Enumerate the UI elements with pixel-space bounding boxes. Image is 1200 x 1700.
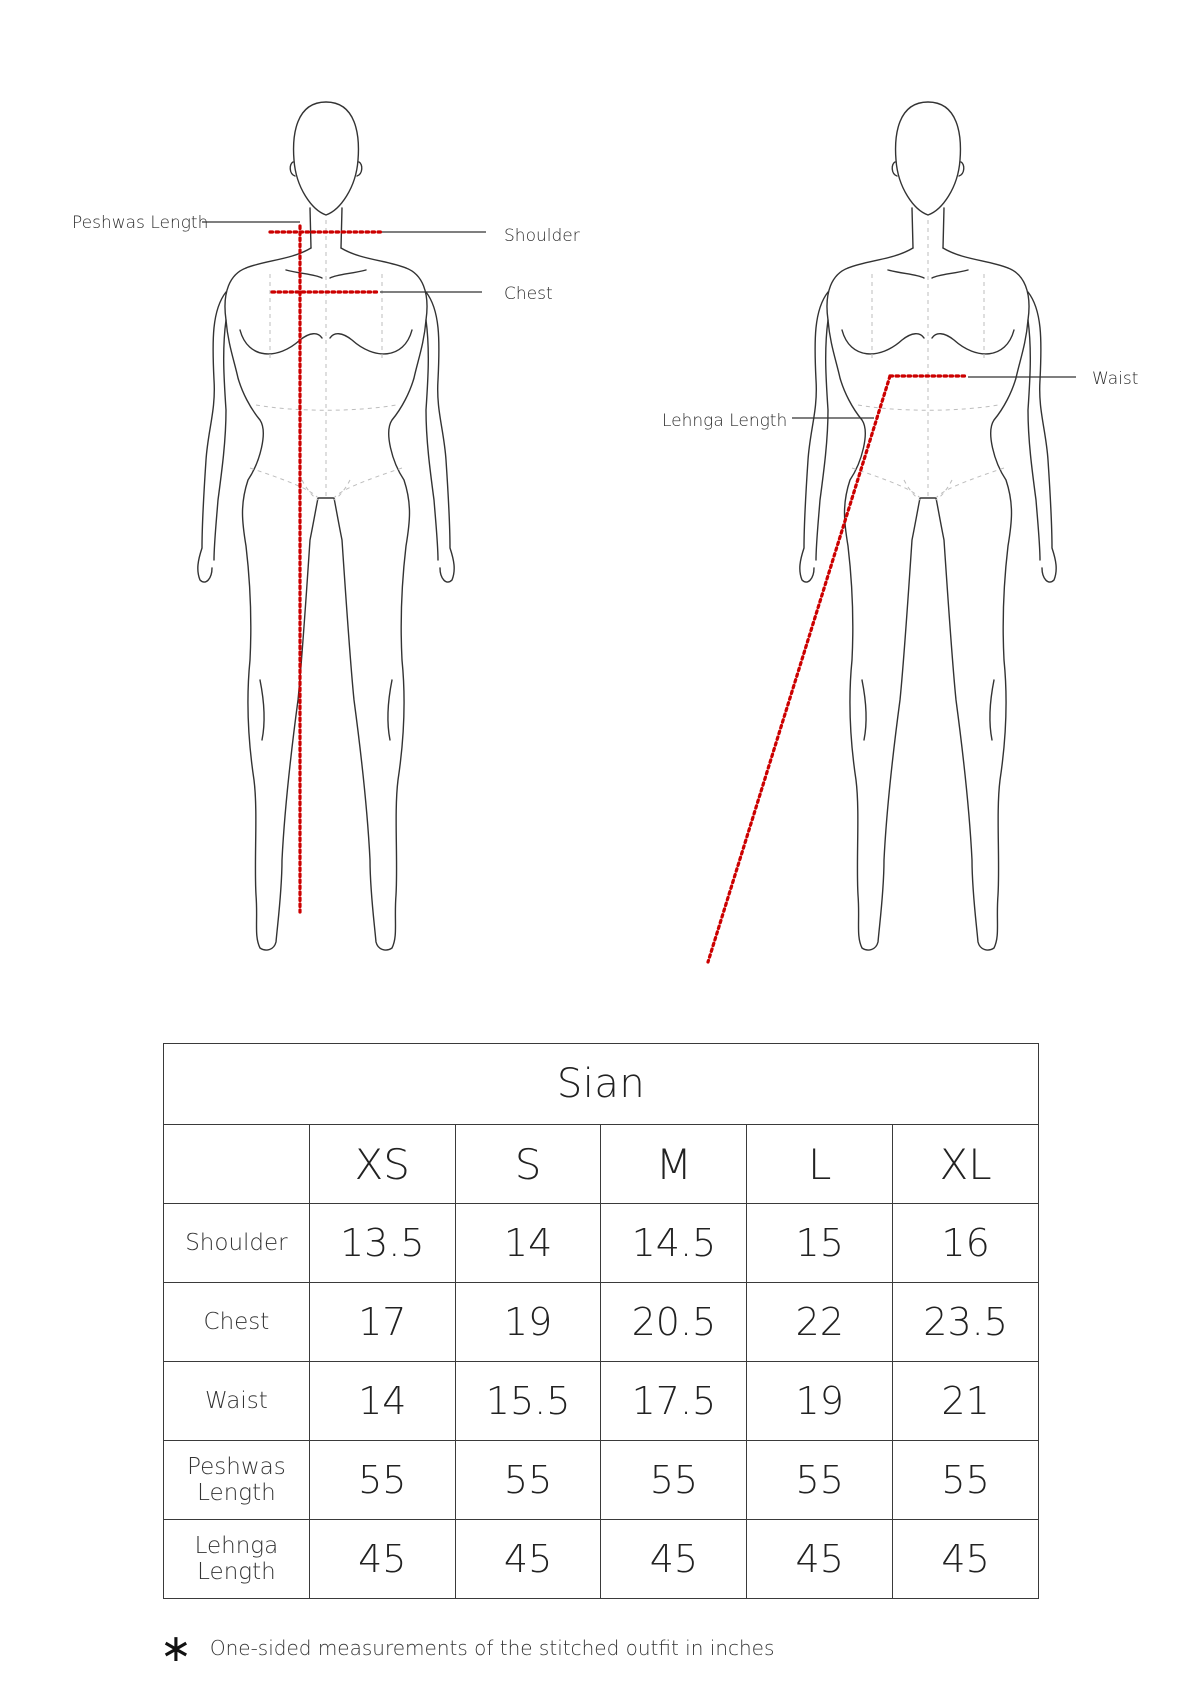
table-cell: 45 (893, 1520, 1039, 1599)
front-figure-right (800, 102, 1056, 950)
table-cell: 55 (601, 1441, 747, 1520)
table-cell: 14.5 (601, 1204, 747, 1283)
table-row-chest (164, 1283, 1039, 1362)
waist-label: Waist (1092, 369, 1139, 389)
table-cell: 20.5 (601, 1283, 747, 1362)
table-cell: 55 (309, 1441, 455, 1520)
size-header-xl: XL (893, 1125, 1039, 1204)
measurement-lines (270, 226, 968, 962)
table-cell: 16 (893, 1204, 1039, 1283)
chest-label: Chest (504, 284, 553, 304)
front-figure-left (198, 102, 454, 950)
table-row-lehnga-length (164, 1520, 1039, 1599)
table-cell: 55 (455, 1441, 601, 1520)
table-cell: 22 (747, 1283, 893, 1362)
row-label-chest (164, 1283, 310, 1362)
size-header-l: L (747, 1125, 893, 1204)
shoulder-label: Shoulder (504, 226, 580, 246)
table-row-peshwas-length (164, 1441, 1039, 1520)
table-cell: 15.5 (455, 1362, 601, 1441)
table-cell: 55 (893, 1441, 1039, 1520)
lehnga-length-line (708, 376, 890, 962)
table-cell: 14 (455, 1204, 601, 1283)
row-label-waist (164, 1362, 310, 1441)
table-cell: 13.5 (309, 1204, 455, 1283)
table-cell: 55 (747, 1441, 893, 1520)
table-title: Sian (164, 1044, 1039, 1125)
row-label-text: Length (197, 1559, 276, 1585)
row-label-text: Shoulder (185, 1230, 288, 1256)
row-label-text: Waist (205, 1388, 268, 1414)
size-chart-table (163, 1043, 1039, 1599)
table-cell: 19 (455, 1283, 601, 1362)
footnote (160, 1628, 774, 1668)
table-row-shoulder (164, 1204, 1039, 1283)
row-label-peshwas-length (164, 1441, 310, 1520)
peshwas-length-label: Peshwas Length (72, 213, 209, 233)
lehnga-length-label: Lehnga Length (662, 411, 788, 431)
table-cell: 15 (747, 1204, 893, 1283)
size-header-xs: XS (309, 1125, 455, 1204)
table-cell: 45 (601, 1520, 747, 1599)
table-cell: 45 (455, 1520, 601, 1599)
table-cell: 45 (309, 1520, 455, 1599)
row-label-lehnga-length (164, 1520, 310, 1599)
asterisk-icon: ∗ (160, 1626, 192, 1670)
table-cell: 23.5 (893, 1283, 1039, 1362)
size-header-s: S (455, 1125, 601, 1204)
size-header-m: M (601, 1125, 747, 1204)
row-label-text: Chest (203, 1309, 270, 1335)
table-cell: 45 (747, 1520, 893, 1599)
row-label-text: Length (197, 1480, 276, 1506)
row-label-text: Peshwas (187, 1454, 286, 1480)
size-header-row (164, 1125, 1039, 1204)
corner-cell (164, 1125, 310, 1204)
row-label-shoulder (164, 1204, 310, 1283)
row-label-text: Lehnga (194, 1533, 279, 1559)
table-cell: 17 (309, 1283, 455, 1362)
table-cell: 19 (747, 1362, 893, 1441)
table-cell: 14 (309, 1362, 455, 1441)
table-cell: 21 (893, 1362, 1039, 1441)
table-cell: 17.5 (601, 1362, 747, 1441)
table-row-waist (164, 1362, 1039, 1441)
footnote-text: One-sided measurements of the stitched outfit in inches (209, 1636, 775, 1660)
